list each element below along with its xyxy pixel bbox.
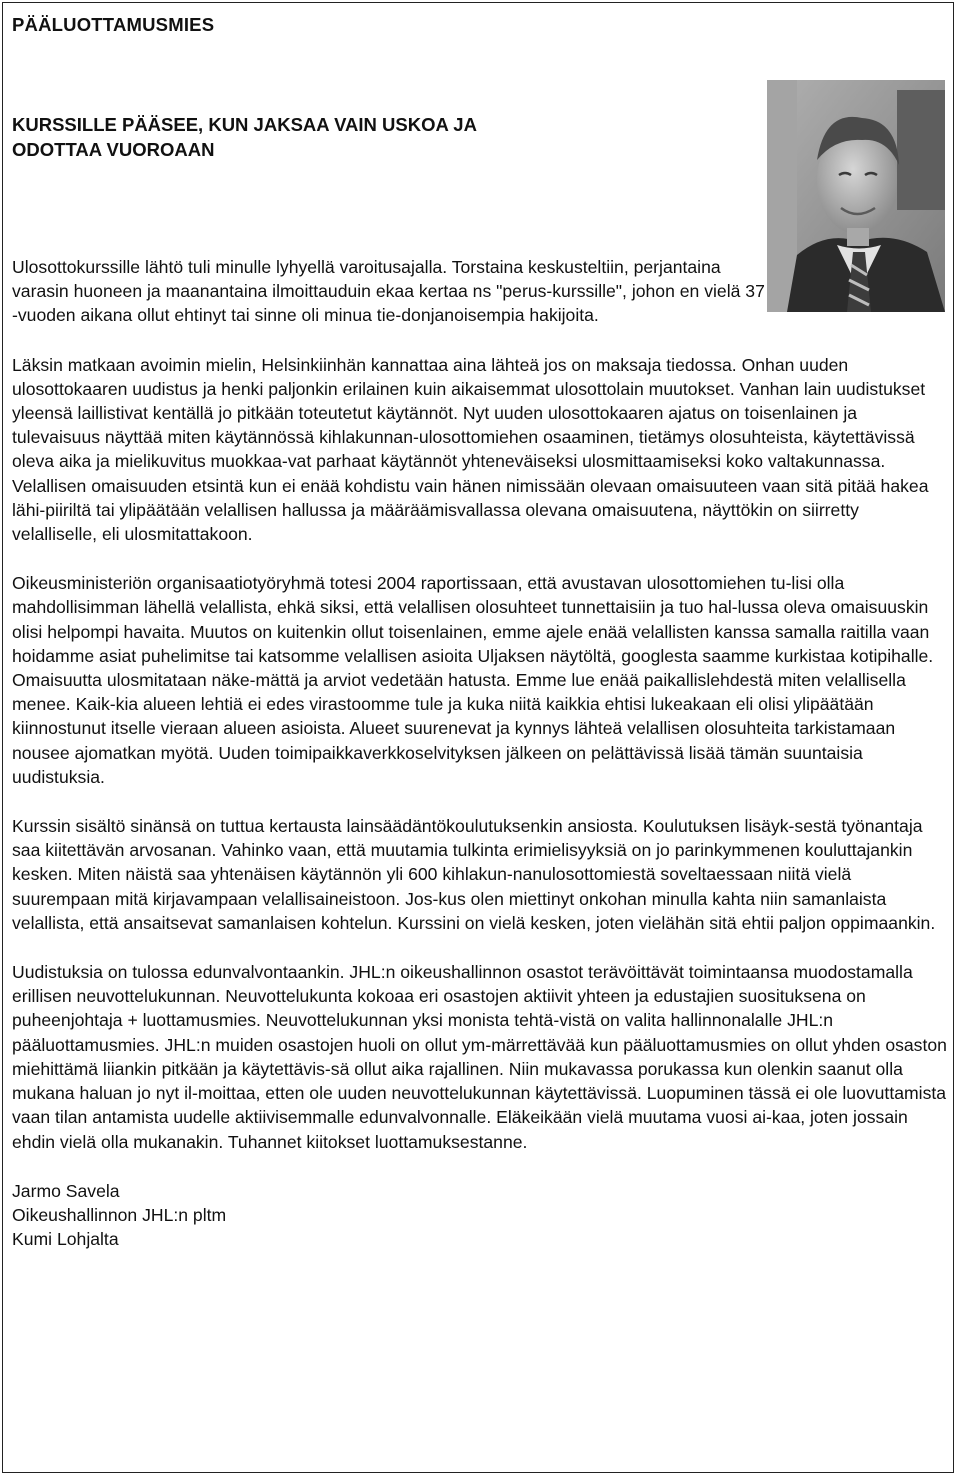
headline-line: ODOTTAA VUOROAAN (12, 139, 215, 160)
author-title: Oikeushallinnon JHL:n pltm (12, 1204, 227, 1225)
paragraph: Ulosottokurssille lähtö tuli minulle lyhyellä varoitusajalla. Torstaina keskusteltiin, perjantaina varasin huoneen ja maanantaina ilmoittauduin ekaa kertaa ns "perus-kurssille", johon en vielä 37 -vuoden aikana ollut ehtinyt tai sinne oli minua tie-donjanoisempia hakijoita. (12, 257, 765, 326)
author-location: Kumi Lohjalta (12, 1229, 119, 1250)
paragraph: Uudistuksia on tulossa edunvalvontaankin. JHL:n oikeushallinnon osastot terävöittävät toimintaansa muodostamalla erillisen neuvottelukunnan. Neuvottelukunta kokoaa eri osastojen aktiivit yhteen ja edustajien suosituksena on puheenjohtaja + luottamusmies. Neuvottelukunnan yksi monista tehtä-vistä on valita hallinnonalalle JHL:n pääluottamusmies. JHL:n muiden osastojen huoli on ollut ym-märrettävää kun pääluottamusmies on ollut yhden osaston miehittämä liiankin pitkään ja käytettävis-sä ollut aika rajallinen. Niin mukavassa porukassa kun olenkin saanut olla mukana haluan jo nyt il-moittaa, etten ole uuden neuvottelukunnan käytettävissä. Luopuminen tässä ei ole luovuttamista vaan tilan antamista uudelle aktiivisemmalle edunvalvonnalle. Eläkeikään vielä muutama vuosi ai-kaa, joten jossain ehdin vielä olla mukanakin. Tuhannet kiitokset luottamuksestanne. (12, 962, 947, 1152)
signature (12, 1179, 947, 1252)
paragraph: Läksin matkaan avoimin mielin, Helsinkiinhän kannattaa aina lähteä jos on maksaja tiedossa. Onhan uuden ulosottokaaren uudistus ja henki paljonkin erilainen kuin aikaisemmat ulosottolain muutokset. Vanhan lain uudistukset yleensä laillistivat kentällä jo pitkään toteutetut käytännöt. Nyt uuden ulosottokaaren ajatus on toisenlainen ja tulevaisuus näyttää miten käytännössä kihlakunnan-ulosottomiehen osaaminen, tietämys olosuhteista, käytettävissä oleva aika ja mielikuvitus muokkaa-vat parhaat käytännöt yhteneväiseksi ulosmittaamiseksi koko valtakunnassa. Velallisen omaisuuden etsintä kun ei enää kohdistu vain hänen nimissään olevaan omaisuuteen vaan sitä pitää hakea lähi-piiriltä tai ylipäätään velallisen hallussa ja määräämisvallassa olevana omaisuutena, näyttökin on siirretty velalliselle, eli ulosmitattakoon. (12, 354, 929, 545)
section-label: PÄÄLUOTTAMUSMIES (12, 14, 215, 35)
author-name: Jarmo Savela (12, 1180, 120, 1201)
article-body (12, 255, 947, 1251)
headline (12, 112, 712, 162)
headline-line: KURSSILLE PÄÄSEE, KUN JAKSAA VAIN USKOA JA (12, 114, 477, 135)
paragraph: Kurssin sisältö sinänsä on tuttua kertausta lainsäädäntökoulutuksenkin ansiosta. Koulutuksen lisäyk-sestä työnantaja saa kiitettävän arvosanan. Vahinko vaan, että muutamia tulkinta erimielisyyksiä on jo parinkymmenen kouluttajankin kesken. Miten näistä saa yhtenäisen käytännön yli 600 kihlakun-nanulosottomiestä soveltaessaan niitä vielä suurempaan mitä kirjavampaan velallisaineistoon. Jos-kus olen miettinyt onkohan minulla kahta niin samanlaista velallista, että ansaitsevat samanlaisen kohtelun. Kurssini on vielä kesken, joten vielähän sitä ehtii paljon oppimaankin. (12, 816, 936, 933)
paragraph: Oikeusministeriön organisaatiotyöryhmä totesi 2004 raportissaan, että avustavan ulosottomiehen tu-lisi olla mahdollisimman lähellä velallista, ehkä siksi, että velallisen olosuhteet tunnettaisiin ja tuo hal-lussa oleva omaisuuskin olisi helpompi havaita. Muutos on kuitenkin ollut toisenlainen, emme ajele enää velallisten kanssa samalla raitilla vaan hoidamme asiat puhelimitse tai katsomme velallisen asioita Uljaksen näytöltä, googlesta saamme kurkistaa kotipihalle. Omaisuutta ulosmitataan näke-mättä ja arviot vedetään hatusta. Emme lue enää paikallislehdestä miten velallisella menee. Kaik-kia alueen lehtiä ei edes virastoomme tule ja kuka niitä kaikkia ehtisi lukeakaan eli olisi ylipäätään kiinnostunut itselle vieraan alueen asioista. Alueet suurenevat ja kynnys lähteä velallisen olosuhteita tarkistamaan nousee ajomatkan myötä. Uuden toimipaikkaverkkoselvityksen jälkeen on pelättävissä lisää tämän suuntaisia uudistuksia. (12, 573, 934, 787)
